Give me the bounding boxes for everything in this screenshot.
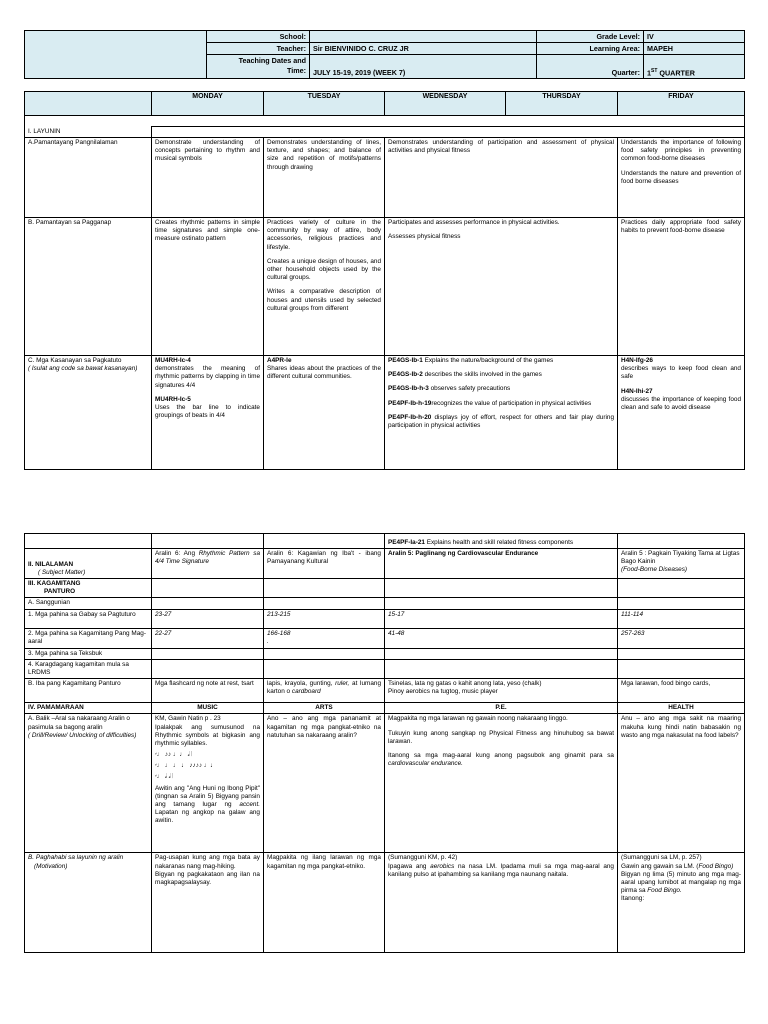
rhythm-notation-2: 𝄾♩ ♩ ♩ ♩ ♪♪♪♪ ♩♩ xyxy=(155,762,217,770)
b-monday: Creates rhythmic patterns in simple time signatures and simple one-measure ostinato pattern xyxy=(152,218,264,356)
paghahabi-wednesday: (Sumangguni KM, p. 42) Ipagawa ang aerobics na nasa LM. Ipadama muli sa mga mag-aaral ang kanilang pulso at ipahambing sa kanilang mga naunang naitala. xyxy=(385,853,618,953)
materials-tuesday: lapis, krayola, gunting, ruler, at lumang karton o cardboard xyxy=(264,679,385,703)
teacher-value: Sir BIENVINIDO C. CRUZ JR xyxy=(310,43,537,55)
paghahabi-tuesday: Magpakita ng ilang larawan ng mga kagamitan ng mga pangkat-etniko. xyxy=(264,853,385,953)
sanggunian-label: A. Sanggunian xyxy=(25,598,152,609)
lrdms-label: 4. Karagdagang kagamitan mula sa LRDMS xyxy=(25,659,152,678)
nilalaman-wednesday: Aralin 5: Paglinang ng Cardiovascular Endurance xyxy=(385,549,618,579)
pamantayang-pangnilalaman-label: A.Pamantayang Pangnilalaman xyxy=(25,138,152,218)
gabay-friday: 111-114 xyxy=(618,609,745,628)
subject-health: HEALTH xyxy=(618,703,745,714)
day-tuesday: TUESDAY xyxy=(264,92,385,116)
subject-pe: P.E. xyxy=(385,703,618,714)
teaching-dates-value: JULY 15-19, 2019 (WEEK 7) xyxy=(310,55,537,79)
b-wednesday: Participates and assesses performance in physical activities. Assesses physical fitness xyxy=(385,218,618,356)
a-monday: Demonstrate understanding of concepts pertaining to rhythm and musical symbols xyxy=(152,138,264,218)
paghahabi-monday: Pag-usapan kung ang mga bata ay nakaranas nang mag-hiking. Bigyan ng pagkakataon ang ilan na magkapagsalaysay. xyxy=(152,853,264,953)
lm-friday: 257-263 xyxy=(618,628,745,648)
lesson-table-page1 xyxy=(24,91,745,470)
balik-aral-friday: Anu – ano ang mga sakit na maaring makuha kung hindi natin babasakin ng wasto ang mga nakasulat na food labels? xyxy=(618,714,745,853)
gabay-monday: 23-27 xyxy=(152,609,264,628)
school-value xyxy=(310,31,537,43)
pamantayan-sa-pagganap-label: B. Pamantayan sa Pagganap xyxy=(25,218,152,356)
rhythm-notation-3: 𝄾♩ 𝅗𝅥 𝅗𝅥 𝄀 xyxy=(155,773,173,781)
learning-area-value: MAPEH xyxy=(644,43,745,55)
lm-monday: 22-27 xyxy=(152,628,264,648)
day-monday: MONDAY xyxy=(152,92,264,116)
a-friday: Understands the importance of following food safety principles in preventing common food-borne diseases Understands the nature and prevention of food borne diseases xyxy=(618,138,745,218)
lm-wednesday: 41-48 xyxy=(385,628,618,648)
c-monday: MU4RH-Ic-4 demonstrates the meaning of rhythmic patterns by clapping in time signatures 4/4 MU4RH-Ic-5 Uses the bar line to indicate groupings of beats in 4/4 xyxy=(152,356,264,470)
paghahabi-friday: (Sumangguni sa LM, p. 257) Gawin ang gawain sa LM. (Food Bingo) Bigyan ng lima (5) minuto ang mga mag-aaral upang lumibot at mangalap ng mga pirma sa Food Bingo. Itanong: xyxy=(618,853,745,953)
layunin-heading: I. LAYUNIN xyxy=(25,127,152,138)
b-friday: Practices daily appropriate food safety habits to prevent food-borne disease xyxy=(618,218,745,356)
balik-aral-wednesday: Magpakita ng mga larawan ng gawain noong nakaraang linggo. Tukuyin kung anong sangkap ng Physical Fitness ang hinuhubog sa bawat larawan. Itanong sa mga mag-aaral kung anong pagsubok ang ginamit para sa cardiovascular endurance. xyxy=(385,714,618,853)
paghahabi-label: B. Paghahabi sa layunin ng aralin (Motivation) xyxy=(25,853,152,953)
school-label: School: xyxy=(207,31,310,43)
nilalaman-friday: Aralin 5 : Pagkain Tiyaking Tama at Ligtas Bago Kainin (Food-Borne Diseases) xyxy=(618,549,745,579)
kagamitang-panturo-label: III. KAGAMITANG PANTURO xyxy=(25,579,152,598)
materials-wednesday: Tsinelas, lata ng gatas o kahit anong lata, yeso (chalk) Pinoy aerobics na tugtog, music player xyxy=(385,679,618,703)
b-tuesday: Practices variety of culture in the community by way of attire, body accessories, religious practices and lifestyle. Creates a unique design of houses, and other household objects used by the cultural groups. Writes a comparative description of houses and utensils used by selected cultural groups from different xyxy=(264,218,385,356)
day-wednesday: WEDNESDAY xyxy=(385,92,506,116)
teacher-label: Teacher: xyxy=(207,43,310,55)
c-wednesday: PE4GS-Ib-1 Explains the nature/background of the games PE4GS-Ib-2 describes the skills involved in the games PE4GS-Ib-h-3 observes safety precautions PE4PF-Ib-h-19recognizes the value of participation in physical activities PE4PF-Ib-h-20 displays joy of effort, respect for others and fair play during participation in physical activities xyxy=(385,356,618,470)
gabay-tuesday: 213-215 xyxy=(264,609,385,628)
day-thursday: THURSDAY xyxy=(506,92,618,116)
a-wednesday: Demonstrates understanding of participation and assessment of physical activities and physical fitness xyxy=(385,138,618,218)
c-tuesday: A4PR-Ie Shares ideas about the practices of the different cultural communities. xyxy=(264,356,385,470)
subject-music: MUSIC xyxy=(152,703,264,714)
rhythm-notation-1: 𝄾♩ ♪♪ ♩♩ 𝅗𝅥 𝄀 xyxy=(155,751,192,759)
quarter-label: Quarter: xyxy=(537,55,644,79)
teksbuk-label: 3. Mga pahina sa Teksbuk xyxy=(25,648,152,659)
gabay-wednesday: 15-17 xyxy=(385,609,618,628)
gabay-pagtuturo-label: 1. Mga pahina sa Gabay sa Pagtuturo xyxy=(25,609,152,628)
kagamitang-mag-aaral-label: 2. Mga pahina sa Kagamitang Pang Mag-aaral xyxy=(25,628,152,648)
materials-friday: Mga larawan, food bingo cards, xyxy=(618,679,745,703)
header-info-table xyxy=(24,30,745,79)
grade-level-label: Grade Level: xyxy=(537,31,644,43)
iba-pang-kagamitan-label: B. Iba pang Kagamitang Panturo xyxy=(25,679,152,703)
c-friday: H4N-Ifg-26 describes ways to keep food clean and safe H4N-Ihi-27 discusses the importance of keeping food clean and safe to avoid disease xyxy=(618,356,745,470)
day-friday: FRIDAY xyxy=(618,92,745,116)
kasanayan-label: C. Mga Kasanayan sa Pagkatuto ( Isulat ang code sa bawat kasanayan) xyxy=(25,356,152,470)
balik-aral-label: A. Balik –Aral sa nakaraang Aralin o pasimula sa bagong aralin ( Drill/Review/ Unlocking of difficulties) xyxy=(25,714,152,853)
pe-extra-competency: PE4PF-Ia-21 Explains health and skill related fitness components xyxy=(385,534,618,549)
teaching-dates-label: Teaching Dates and Time: xyxy=(207,55,310,79)
lesson-table-page2 xyxy=(24,533,745,953)
pamamaraan-label: IV. PAMAMARAAN xyxy=(25,703,152,714)
balik-aral-monday: KM, Gawin Natin p . 23 Ipalakpak ang sumusunod na Rhythmic symbols at bigkasin ang rhythmic syllables. 𝄾♩ ♪♪ ♩♩ 𝅗𝅥 𝄀 𝄾♩ ♩ ♩ ♩ ♪♪♪♪ ♩♩ 𝄾♩ 𝅗𝅥 𝅗𝅥 𝄀 Awitin ang "Ang Huni ng Ibong Pipit" (tingnan sa Aralin 5) Bigyang pansin ang tamang lugar ng accent. Lapatan ng angkop na galaw ang awitin. xyxy=(152,714,264,853)
lm-tuesday: 166-168 . xyxy=(264,628,385,648)
balik-aral-tuesday: Ano – ano ang mga pananamit at kagamitan ng mga pangkat-etniko na natutuhan sa nakaraang aralin? xyxy=(264,714,385,853)
subject-arts: ARTS xyxy=(264,703,385,714)
quarter-value: 1ST QUARTER xyxy=(644,55,745,79)
grade-level-value: IV xyxy=(644,31,745,43)
materials-monday: Mga flashcard ng note at rest, tsart xyxy=(152,679,264,703)
a-tuesday: Demonstrates understanding of lines, texture, and shapes; and balance of size and repetition of motifs/patterns through drawing xyxy=(264,138,385,218)
nilalaman-monday: Aralin 6: Ang Rhythmic Pattern sa 4/4 Time Signature xyxy=(152,549,264,579)
learning-area-label: Learning Area: xyxy=(537,43,644,55)
nilalaman-label: II. NILALAMAN ( Subject Matter) xyxy=(25,549,152,579)
nilalaman-tuesday: Aralin 6: Kagawian ng Iba't - ibang Pamayanang Kultural xyxy=(264,549,385,579)
